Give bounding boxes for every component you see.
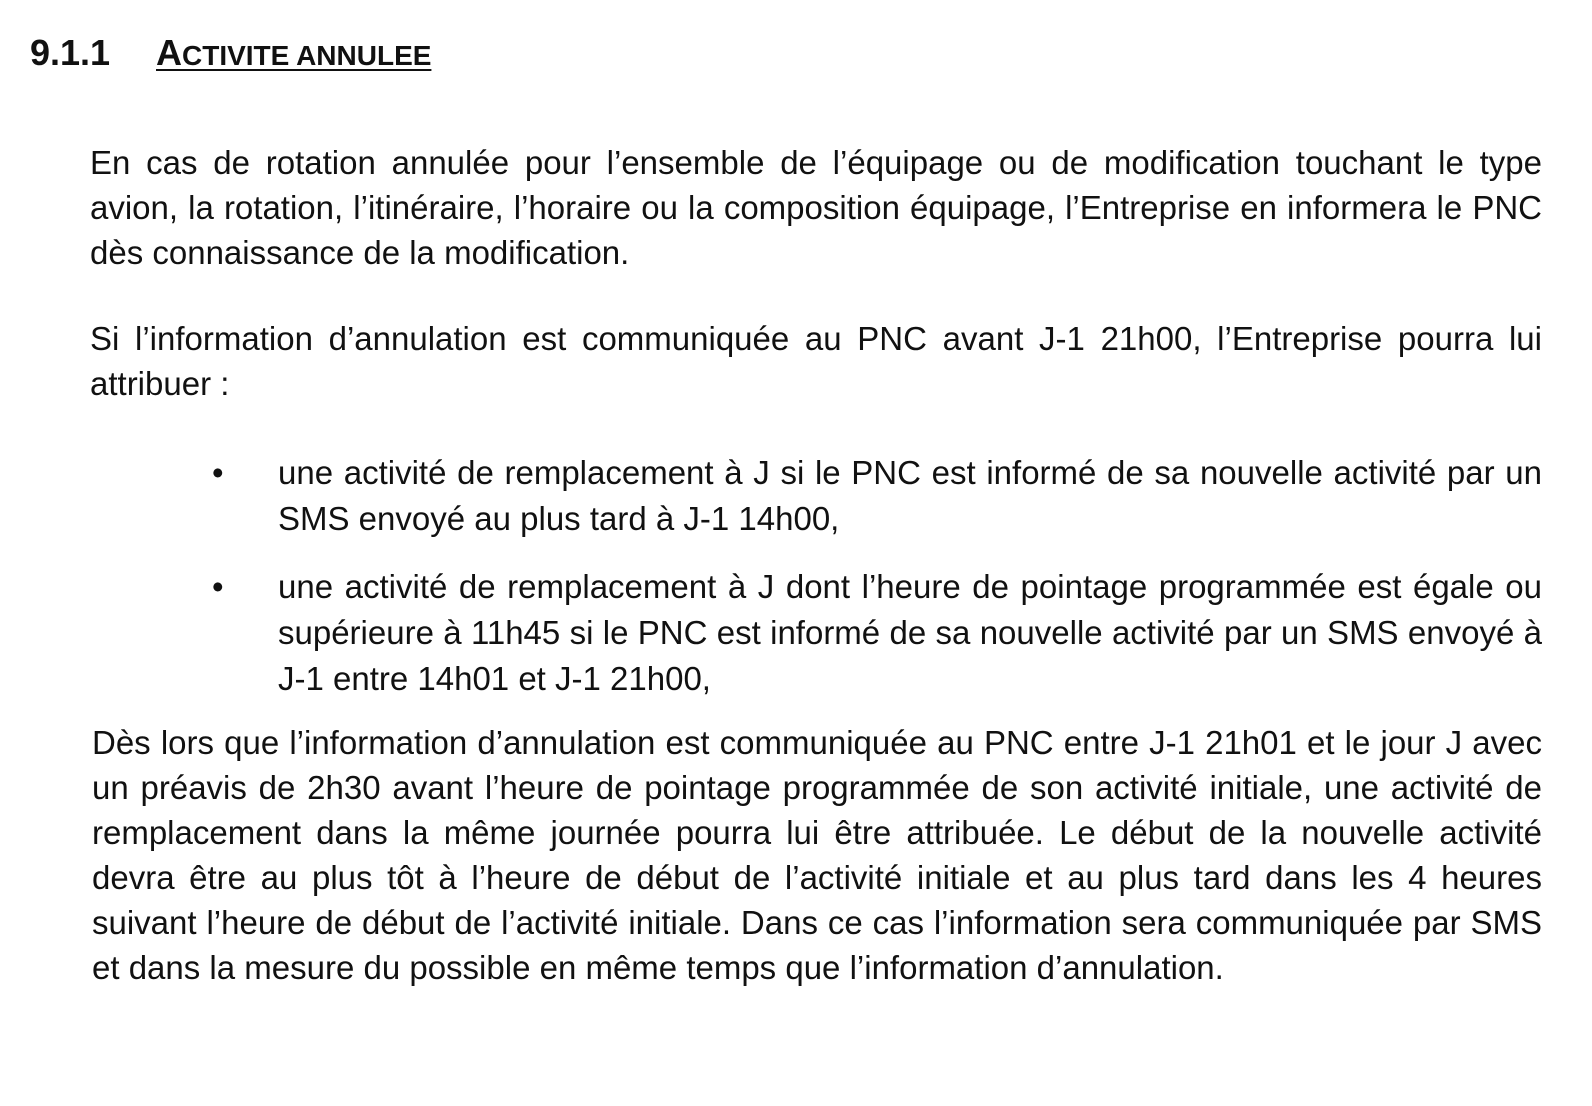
section-title bbox=[156, 32, 431, 73]
section-number: 9.1.1 bbox=[30, 32, 111, 73]
bullet-icon: • bbox=[212, 454, 224, 491]
list-item bbox=[212, 450, 1542, 542]
section-title-rest: CTIVITE ANNULEE bbox=[182, 40, 432, 71]
paragraph-after-j-1: Dès lors que l’information d’annulation est communiquée au PNC entre J-1 21h01 et le jour J avec un préavis de 2h30 avant l’heure de pointage programmée de son activité initiale, une activité de remplacement dans la même journée pourra lui être attribuée. Le début de la nouvelle activité devra être au plus tôt à l’heure de début de l’activité initiale et au plus tard dans les 4 heures suivant l’heure de début de l’activité initiale. Dans ce cas l’information sera communiquée par SMS et dans la mesure du possible en même temps que l’information d’annulation. bbox=[92, 724, 1542, 986]
list-item bbox=[212, 564, 1542, 702]
section-heading bbox=[30, 30, 431, 79]
bullet-icon: • bbox=[212, 568, 224, 605]
bullet-list bbox=[212, 450, 1542, 724]
paragraph-before-j-1: Si l’information d’annulation est communiquée au PNC avant J-1 21h00, l’Entreprise pourra lui attribuer : bbox=[90, 320, 1542, 402]
list-item-text: une activité de remplacement à J si le PNC est informé de sa nouvelle activité par un SMS envoyé au plus tard à J-1 14h00, bbox=[278, 454, 1542, 537]
list-item-text: une activité de remplacement à J dont l’heure de pointage programmée est égale ou supérieure à 11h45 si le PNC est informé de sa nouvelle activité par un SMS envoyé à J-1 entre 14h01 et J-1 21h00, bbox=[278, 568, 1542, 697]
paragraph-notification: En cas de rotation annulée pour l’ensemble de l’équipage ou de modification touchant le type avion, la rotation, l’itinéraire, l’horaire ou la composition équipage, l’Entreprise en informera le PNC dès connaissance de la modification. bbox=[90, 144, 1542, 271]
section-title-initial: A bbox=[156, 32, 182, 73]
